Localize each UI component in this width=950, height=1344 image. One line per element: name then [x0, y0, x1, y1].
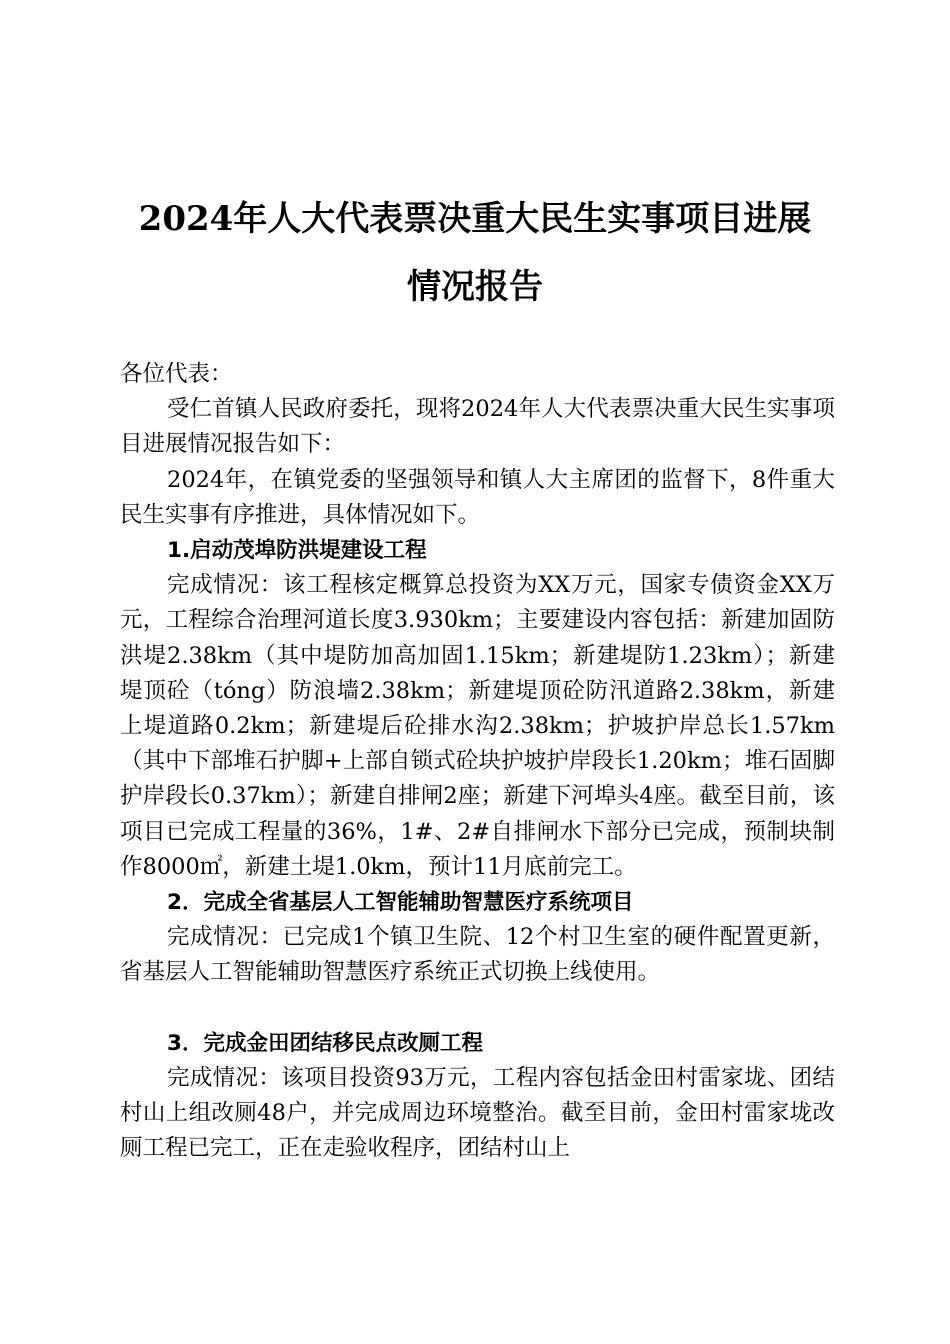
document-body [120, 357, 835, 1166]
item-3-text: 完成情况：该项目投资93万元，工程内容包括金田村雷家垅、团结村山上组改厕48户，并完成周边环境整治。截至目前，金田村雷家垅改厕工程已完工，正在走验收程序，团结村山上 [120, 1064, 835, 1162]
item-2-heading: 2．完成全省基层人工智能辅助智慧医疗系统项目 [167, 890, 634, 916]
paragraph-gap [120, 991, 835, 1026]
document-title-line2: 情况报告 [407, 267, 543, 307]
intro-paragraph-1: 受仁首镇人民政府委托，现将2024年人大代表票决重大民生实事项目进展情况报告如下： [120, 396, 835, 458]
intro-paragraph-2: 2024年，在镇党委的坚强领导和镇人大主席团的监督下，8件重大民生实事有序推进，具体情况如下。 [120, 466, 835, 528]
item-1-heading: 1.启动茂埠防洪堤建设工程 [167, 538, 427, 564]
document-title-line1: 2024年人大代表票决重大民生实事项目进展 [138, 199, 812, 239]
salutation: 各位代表： [120, 361, 233, 387]
item-3-heading: 3．完成金田团结移民点改厕工程 [167, 1030, 483, 1056]
item-2-text: 完成情况：已完成1个镇卫生院、12个村卫生室的硬件配置更新，省基层人工智能辅助智慧医疗系统正式切换上线使用。 [120, 924, 835, 986]
item-1-text: 完成情况：该工程核定概算总投资为XX万元，国家专债资金XX万元，工程综合治理河道长度3.930km；主要建设内容包括：新建加固防洪堤2.38km（其中堤防加高加固1.15km；新建堤防1.23km）；新建堤顶砼（tóng）防浪墙2.38km；新建堤顶砼防汛道路2.38km，新建上堤道路0.2km；新建堤后砼排水沟2.38km；护坡护岸总长1.57km（其中下部堆石护脚+上部自锁式砼块护坡护岸段长1.20km；堆石固脚护岸段长0.37km）；新建自排闸2座；新建下河埠头4座。截至目前，该项目已完成工程量的36%，1#、2#自排闸水下部分已完成，预制块制作8000㎡，新建土堤1.0km，预计11月底前完工。 [120, 572, 835, 880]
